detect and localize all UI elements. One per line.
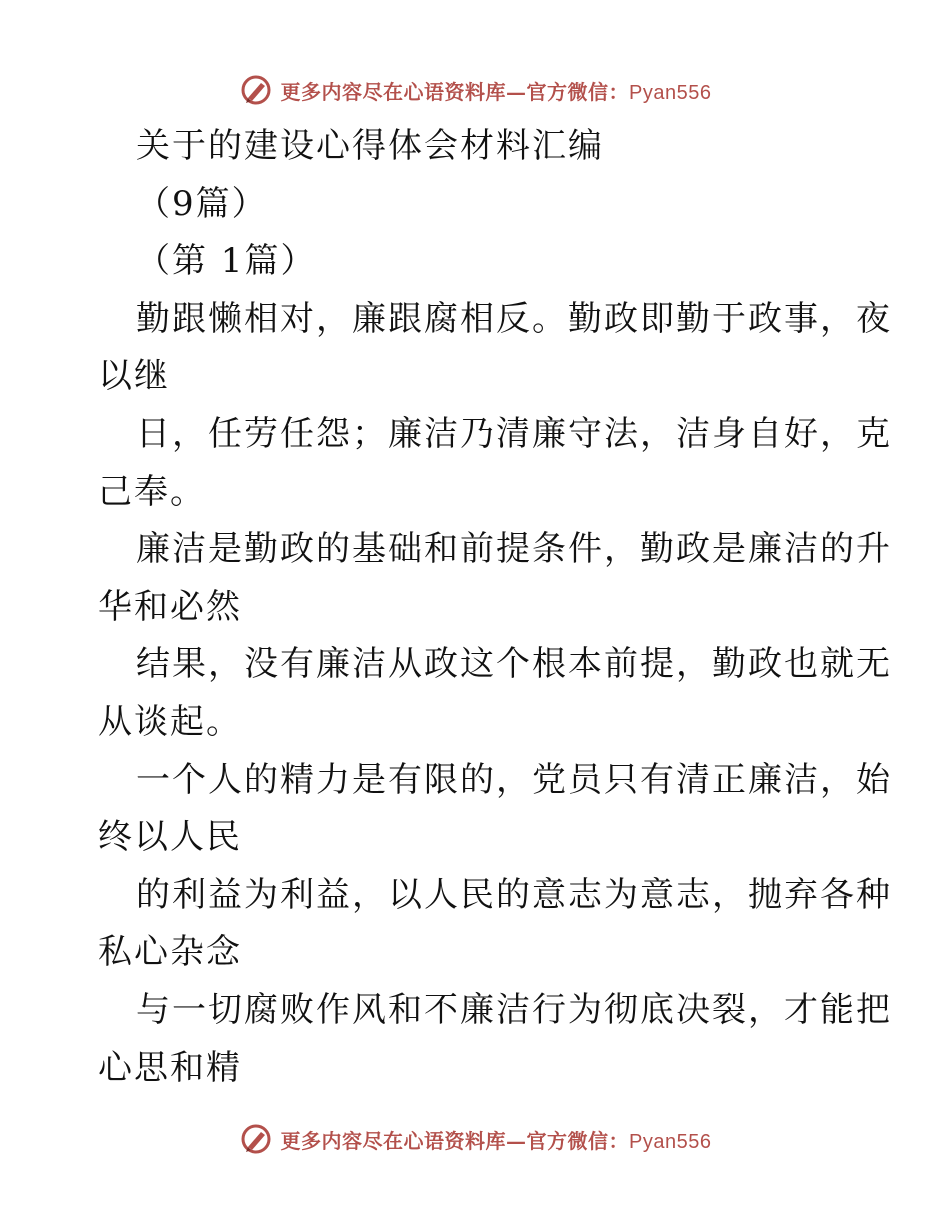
pen-logo-icon [239,1122,273,1156]
document-count: （9篇） [136,183,268,224]
text-line: 从谈起。 [98,701,242,742]
document-body [98,118,892,1097]
text-line: 结果，没有廉洁从政这个根本前提，勤政也就无 [136,644,892,685]
text-line: 廉洁是勤政的基础和前提条件，勤政是廉洁的升 [136,529,892,570]
pen-logo-icon [239,73,273,107]
text-line: 以继 [98,356,170,397]
text-line: 己奉。 [98,471,206,512]
document-title: 关于的建设心得体会材料汇编 [136,126,604,166]
text-line: 一个人的精力是有限的，党员只有清正廉洁，始 [136,759,892,800]
text-line: 勤跟懒相对，廉跟腐相反。勤政即勤于政事，夜 [136,298,892,339]
text-line: 私心杂念 [98,932,242,973]
footer-banner-text: 更多内容尽在心语资料库—官方微信：Pyan556 [280,1128,712,1153]
footer-banner [0,1119,950,1159]
text-line: 心思和精 [98,1047,242,1088]
text-line: 日，任劳任怨；廉洁乃清廉守法，洁身自好，克 [136,413,892,454]
text-line: 与一切腐败作风和不廉洁行为彻底决裂，才能把 [136,989,892,1030]
header-banner-text: 更多内容尽在心语资料库—官方微信：Pyan556 [280,79,712,104]
header-banner [0,70,950,110]
text-line: 的利益为利益，以人民的意志为意志，抛弃各种 [136,874,892,915]
text-line: 华和必然 [98,586,242,627]
text-line: 终以人民 [98,817,242,858]
paragraph-lines [98,291,892,1097]
section-heading: （第 1篇） [136,241,317,282]
